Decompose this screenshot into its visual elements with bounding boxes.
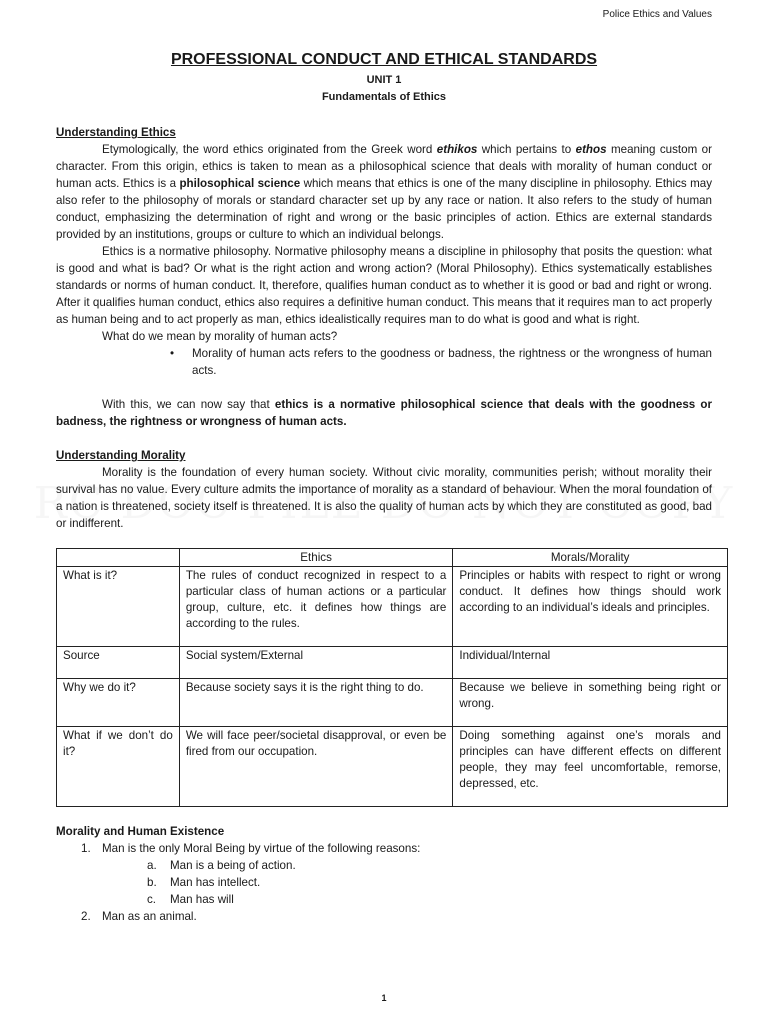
table-cell: What is it?	[57, 567, 180, 647]
table-cell: Why we do it?	[57, 679, 180, 727]
lettered-list	[147, 857, 712, 908]
text-run: With this, we can now say that	[102, 398, 275, 411]
table-row	[57, 727, 728, 807]
page-subtitle: Fundamentals of Ethics	[321, 91, 447, 103]
table-row	[57, 647, 728, 679]
text-run: Etymologically, the word ethics originated from the Greek word	[102, 143, 437, 156]
table-cell: We will face peer/societal disapproval, or even be fired from our occupation.	[179, 727, 453, 807]
text-run: which pertains to	[477, 143, 576, 156]
table-row	[57, 567, 728, 647]
page-title: PROFESSIONAL CONDUCT AND ETHICAL STANDARDS	[170, 51, 598, 68]
section-heading-human-existence: Morality and Human Existence	[56, 825, 225, 838]
list-item-text: Man has intellect.	[170, 876, 261, 889]
question-morality: What do we mean by morality of human acts?	[102, 330, 338, 343]
table-cell: Doing something against one’s morals and principles can have different effects on different people, they may feel uncomfortable, remorse, depressed, etc.	[453, 727, 728, 807]
section-heading-morality: Understanding Morality	[56, 449, 186, 462]
list-item	[147, 874, 712, 891]
section-heading-ethics: Understanding Ethics	[56, 126, 176, 139]
table-header-row	[57, 549, 728, 567]
paragraph-normative: Ethics is a normative philosophy. Normative philosophy means a discipline in philosophy that posits the question: what is good and what is bad? Or what is the right action and wrong action? (Moral Philosophy). Ethics systematically establishes standards or norms of human conduct. It, therefore, qualifies human conduct as to whether it is good or bad and right or wrong. After it qualifies human conduct, ethics also requires a definitive human conduct. This means that it requires man to act properly as human being and to act properly as man, ethics idealistically requires man to do what is good and what is right.	[56, 245, 712, 326]
list-number: 1.	[81, 842, 91, 855]
paragraph-morality: Morality is the foundation of every human society. Without civic morality, communities perish; without morality their survival has no value. Every culture admits the importance of morality as a standard of behaviour. When the moral foundation of a nation is threatened, society itself is threatened. It is also the quality of human acts by which they are constituted as good, bad or indifferent.	[56, 466, 712, 530]
table-cell: Source	[57, 647, 180, 679]
list-item-text: Man is a being of action.	[170, 859, 296, 872]
bullet-list	[166, 345, 712, 379]
table-cell: Because we believe in something being right or wrong.	[453, 679, 728, 727]
list-item	[76, 908, 712, 925]
term-ethikos: ethikos	[436, 143, 478, 156]
table-cell: Principles or habits with respect to right or wrong conduct. It defines how things should work according to an individual’s ideals and principles.	[453, 567, 728, 647]
ethics-morality-table	[56, 548, 728, 807]
table-cell: Individual/Internal	[453, 647, 728, 679]
list-item-text: Man is the only Moral Being by virtue of the following reasons:	[102, 842, 421, 855]
list-item	[166, 345, 712, 379]
document-body	[56, 124, 721, 925]
list-item	[147, 891, 712, 908]
list-letter: a.	[147, 859, 157, 872]
paragraph-conclusion	[56, 396, 712, 430]
list-letter: c.	[147, 893, 157, 906]
table-header-cell: Ethics	[179, 549, 453, 567]
text-run: meaning custom or character. From this origin, ethics is taken to mean as a philosophical science that deals with morality of human conduct or human acts. Ethics is a	[56, 143, 712, 190]
numbered-list	[76, 840, 712, 925]
paragraph-etymology	[56, 141, 712, 243]
page-number: 1	[381, 993, 387, 1003]
list-item	[76, 840, 712, 908]
text-run: which means that ethics is one of the many discipline in philosophy. Ethics may also refer to the philosophy of morals or standard character set up by any race or nation. It also refers to the study of human conduct, emphasizing the determination of right and wrong or the basic principles of action. Ethics are external standards provided by an institutions, groups or culture to which an individual belongs.	[56, 177, 712, 241]
table-cell: The rules of conduct recognized in respect to a particular class of human actions or a particular group, culture, etc. it defines how things are according to the rules.	[179, 567, 453, 647]
term-ethos: ethos	[575, 143, 607, 156]
table-header-cell: Morals/Morality	[453, 549, 728, 567]
term-philosophical-science: philosophical science	[179, 177, 301, 190]
table-cell: Because society says it is the right thing to do.	[179, 679, 453, 727]
bullet-icon: •	[170, 347, 175, 360]
list-number: 2.	[81, 910, 91, 923]
table-header-cell	[57, 549, 180, 567]
list-item-text: Man as an animal.	[102, 910, 197, 923]
bullet-text: Morality of human acts refers to the goodness or badness, the rightness or the wrongness of human acts.	[192, 347, 712, 377]
definition-ethics: ethics is a normative philosophical science that deals with the goodness or badness, the rightness or wrongness of human acts.	[56, 398, 712, 428]
table-cell: Social system/External	[179, 647, 453, 679]
unit-label: UNIT 1	[366, 74, 402, 86]
list-letter: b.	[147, 876, 157, 889]
table-row	[57, 679, 728, 727]
running-header: Police Ethics and Values	[602, 9, 712, 20]
list-item	[147, 857, 712, 874]
list-item-text: Man has will	[170, 893, 234, 906]
table-cell: What if we don’t do it?	[57, 727, 180, 807]
